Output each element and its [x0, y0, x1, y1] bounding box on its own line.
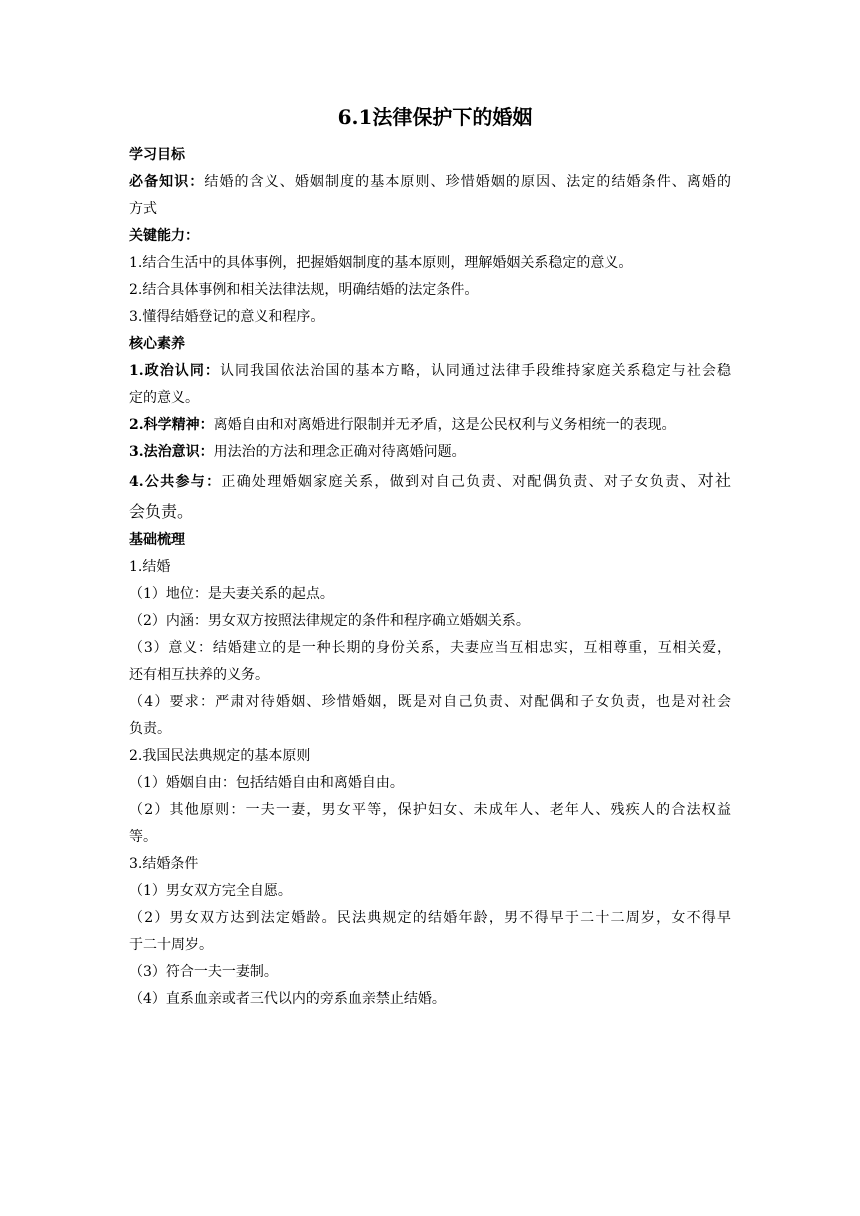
- literacy-item-1-label: 1.政治认同：: [129, 363, 220, 379]
- literacy-item-4-label: 4.公共参与：: [129, 474, 222, 490]
- literacy-item-4-text: 正确处理婚姻家庭关系，做到对自己负责、对配偶负责、对子女负责: [221, 474, 681, 490]
- basics-heading: 基础梳理: [129, 532, 185, 548]
- section-1-item-3-line-1: （3）意义：结婚建立的是一种长期的身份关系，夫妻应当互相忠实，互相尊重，互相关爱，: [129, 640, 731, 656]
- literacy-item-3-text: 用法治的方法和理念正确对待离婚问题。: [213, 444, 466, 460]
- document-body: [129, 142, 731, 1013]
- knowledge-label: 必备知识：: [129, 174, 205, 190]
- ability-item-1: 1.结合生活中的具体事例，把握婚姻制度的基本原则，理解婚姻关系稳定的意义。: [129, 255, 633, 271]
- knowledge-line-2: 方式: [129, 201, 157, 217]
- literacy-item-1-text: 认同我国依法治国的基本方略，认同通过法律手段维持家庭关系稳定与社会稳: [219, 363, 731, 379]
- section-1-item-4-line-1: （4）要求：严肃对待婚姻、珍惜婚姻，既是对自己负责、对配偶和子女负责，也是对社会: [129, 694, 731, 710]
- ability-item-3: 3.懂得结婚登记的意义和程序。: [129, 309, 325, 325]
- section-3-title: 3.结婚条件: [129, 856, 199, 872]
- knowledge-line-1: [129, 169, 731, 196]
- section-3-item-2-line-1: （2）男女双方达到法定婚龄。民法典规定的结婚年龄，男不得早于二十二周岁，女不得早: [129, 910, 731, 926]
- literacy-item-3: [129, 439, 731, 466]
- literacy-item-2-label: 2.科学精神：: [129, 417, 214, 433]
- literacy-item-3-label: 3.法治意识：: [129, 444, 214, 460]
- section-1-title: 1.结婚: [129, 559, 171, 575]
- ability-heading: 关键能力：: [129, 228, 199, 244]
- literacy-item-4-line-2: 会负责。: [129, 502, 194, 521]
- section-1-item-4-line-2: 负责。: [129, 721, 171, 737]
- section-1-item-3-line-2: 还有相互扶养的义务。: [129, 667, 269, 683]
- literacy-item-1-line-1: [129, 358, 731, 385]
- literacy-item-4-line-1: [129, 466, 731, 497]
- literacy-item-2-text: 离婚自由和对离婚进行限制并无矛盾，这是公民权利与义务相统一的表现。: [213, 417, 676, 433]
- section-1-item-2: （2）内涵：男女双方按照法律规定的条件和程序确立婚姻关系。: [129, 613, 530, 629]
- ability-item-2: 2.结合具体事例和相关法律法规，明确结婚的法定条件。: [129, 282, 479, 298]
- section-2-item-2-line-2: 等。: [129, 829, 157, 845]
- knowledge-text-1: 结婚的含义、婚姻制度的基本原则、珍惜婚姻的原因、法定的结婚条件、离婚的: [204, 174, 731, 190]
- literacy-item-4-text-large: 、对社: [680, 471, 731, 490]
- literacy-item-1-line-2: 定的意义。: [129, 390, 199, 406]
- section-2-item-2-line-1: （2）其他原则：一夫一妻，男女平等，保护妇女、未成年人、老年人、残疾人的合法权益: [129, 802, 731, 818]
- section-3-item-3: （3）符合一夫一妻制。: [129, 964, 278, 980]
- section-2-item-1: （1）婚姻自由：包括结婚自由和离婚自由。: [129, 775, 404, 791]
- section-3-item-4: （4）直系血亲或者三代以内的旁系血亲禁止结婚。: [129, 991, 446, 1007]
- section-3-item-1: （1）男女双方完全自愿。: [129, 883, 292, 899]
- section-2-title: 2.我国民法典规定的基本原则: [129, 748, 311, 764]
- page-title: 6.1法律保护下的婚姻: [337, 105, 533, 129]
- learning-goals-heading: 学习目标: [129, 147, 185, 163]
- section-3-item-2-line-2: 于二十周岁。: [129, 937, 213, 953]
- core-literacy-heading: 核心素养: [129, 336, 185, 352]
- section-1-item-1: （1）地位：是夫妻关系的起点。: [129, 586, 334, 602]
- literacy-item-2: [129, 412, 731, 439]
